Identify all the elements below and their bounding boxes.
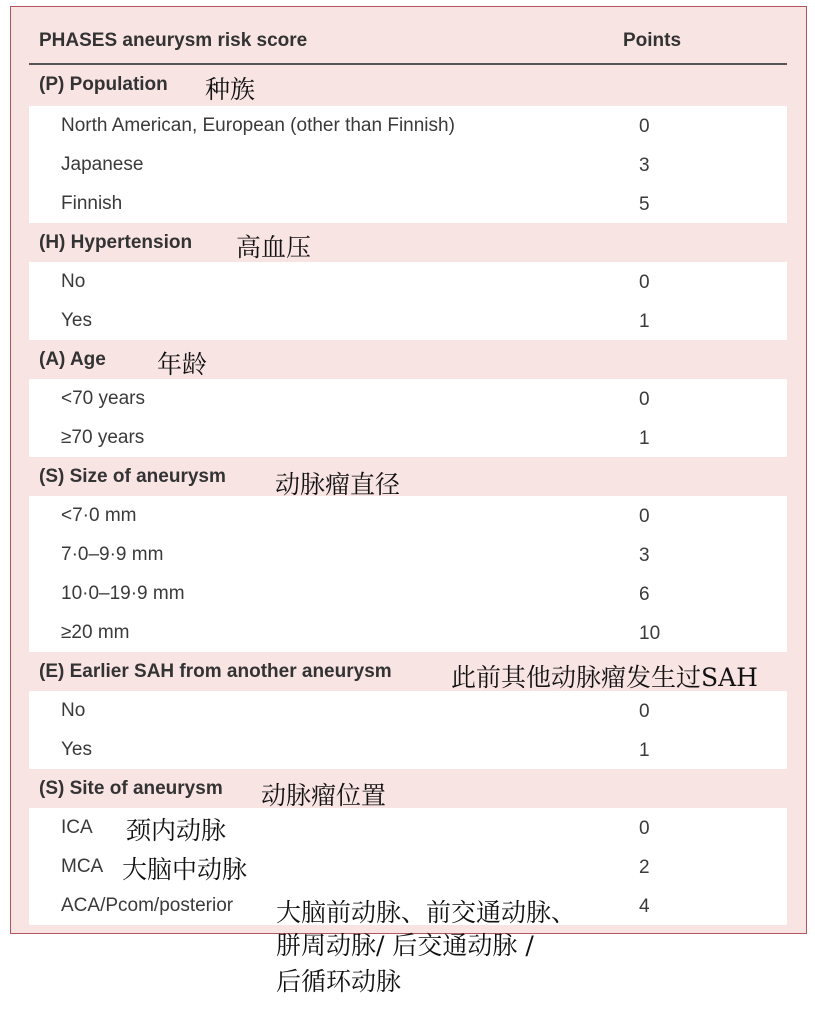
table-row <box>29 496 787 535</box>
row-points: 3 <box>639 545 650 566</box>
table-header <box>11 7 806 64</box>
table-row <box>29 613 787 652</box>
row-points: 0 <box>639 389 650 410</box>
row-label: Yes <box>61 739 92 760</box>
row-label: <7·0 mm <box>61 505 137 526</box>
row-points: 1 <box>639 311 650 332</box>
row-points: 2 <box>639 857 650 878</box>
row-points: 1 <box>639 428 650 449</box>
section-label: (E) Earlier SAH from another aneurysm <box>39 661 392 682</box>
row-points: 0 <box>639 818 650 839</box>
row-points: 3 <box>639 155 650 176</box>
row-label: Yes <box>61 310 92 331</box>
table-title: PHASES aneurysm risk score <box>39 30 308 51</box>
section-label: (S) Site of aneurysm <box>39 778 223 799</box>
row-points: 0 <box>639 506 650 527</box>
section-hypertension <box>29 223 787 262</box>
table-row <box>29 730 787 769</box>
section-population <box>29 65 787 104</box>
table-row <box>29 418 787 457</box>
table-row <box>29 574 787 613</box>
section-site <box>29 769 787 808</box>
section-age <box>29 340 787 379</box>
section-label: (H) Hypertension <box>39 232 193 253</box>
table-row <box>29 535 787 574</box>
footnote-line: 胼周动脉/ 后交通动脉 / <box>276 931 534 960</box>
section-size <box>29 457 787 496</box>
table-row <box>29 184 787 223</box>
row-label: No <box>61 700 86 721</box>
table-row <box>29 379 787 418</box>
row-label: ≥70 years <box>61 427 145 448</box>
footnote-line: 后循环动脉 <box>276 967 402 996</box>
row-label: Finnish <box>61 193 123 214</box>
row-label: 7·0–9·9 mm <box>61 544 164 565</box>
row-label: MCA <box>61 856 104 877</box>
row-points: 0 <box>639 272 650 293</box>
row-points: 4 <box>639 896 650 917</box>
table-row <box>29 106 787 145</box>
table-row <box>29 262 787 301</box>
phases-score-table <box>10 6 807 934</box>
row-points: 10 <box>639 623 661 644</box>
row-label: North American, European (other than Finnish) <box>61 115 455 136</box>
annotation-sah-cn: 此前其他动脉瘤发生过SAH <box>451 663 758 692</box>
annotation-age-cn: 年龄 <box>157 350 208 379</box>
points-column-header: Points <box>623 30 682 51</box>
annotation-size-cn: 动脉瘤直径 <box>275 470 401 499</box>
annotation-site-cn: 动脉瘤位置 <box>261 781 387 810</box>
table-row <box>29 301 787 340</box>
annotation-hypertension-cn: 高血压 <box>236 233 312 262</box>
row-label: ICA <box>61 817 93 838</box>
annotation-population-cn: 种族 <box>205 75 256 104</box>
row-label: Japanese <box>61 154 144 175</box>
section-label: (A) Age <box>39 349 106 370</box>
row-points: 0 <box>639 116 650 137</box>
footnote-annotation <box>276 928 534 1000</box>
row-label: No <box>61 271 86 292</box>
section-label: (P) Population <box>39 74 168 95</box>
annotation-ica-cn: 颈内动脉 <box>126 816 227 845</box>
table-row <box>29 145 787 184</box>
section-label: (S) Size of aneurysm <box>39 466 226 487</box>
row-label: 10·0–19·9 mm <box>61 583 185 604</box>
row-label: <70 years <box>61 388 145 409</box>
row-points: 6 <box>639 584 650 605</box>
annotation-aca-cn: 大脑前动脉、前交通动脉、 <box>276 898 577 927</box>
row-points: 5 <box>639 194 650 215</box>
row-label: ACA/Pcom/posterior <box>61 895 234 916</box>
row-points: 0 <box>639 701 650 722</box>
annotation-mca-cn: 大脑中动脉 <box>122 855 248 884</box>
row-label: ≥20 mm <box>61 622 130 643</box>
table-row <box>29 691 787 730</box>
row-points: 1 <box>639 740 650 761</box>
